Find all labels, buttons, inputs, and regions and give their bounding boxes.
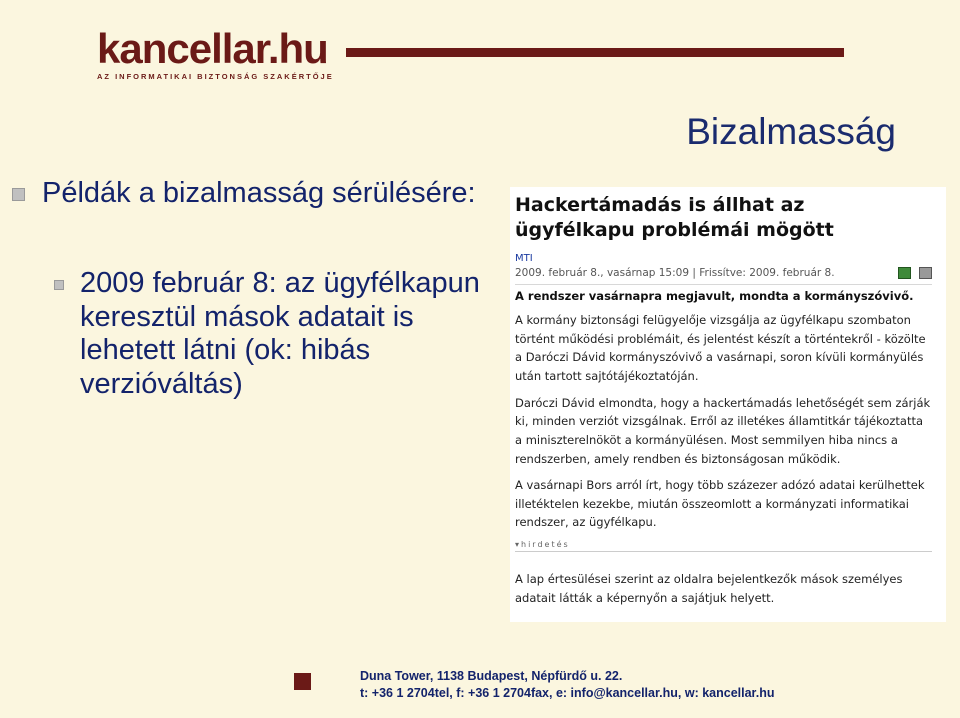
bullet-level1 — [12, 177, 482, 209]
article-headline-line2: ügyfélkapu problémái mögött — [515, 219, 834, 242]
article-lead: A rendszer vasárnapra megjavult, mondta a kormányszóvivő. — [515, 289, 914, 304]
divider — [515, 284, 932, 285]
save-icon[interactable] — [898, 267, 911, 279]
article-dateline — [515, 267, 932, 279]
print-icon[interactable] — [919, 267, 932, 279]
article-closing: A lap értesülései szerint az oldalra bejelentkezők mások személyes adatait látták a képernyőn a sajátjuk helyett. — [515, 572, 903, 605]
logo-text: kancellar.hu — [97, 25, 328, 72]
slide-title: Bizalmasság — [686, 111, 896, 152]
bullet-level2 — [54, 267, 514, 402]
bullet-square-icon — [54, 280, 64, 290]
header-bar — [346, 48, 844, 57]
bullet-level1-text: Példák a bizalmasság sérülésére: — [42, 177, 476, 209]
logo — [97, 25, 334, 81]
article-dateline-text: 2009. február 8., vasárnap 15:09 | Frissítve: 2009. február 8. — [515, 267, 835, 280]
article-headline — [515, 193, 932, 243]
article-paragraph: A vasárnapi Bors arról írt, hogy több százezer adózó adatai kerülhettek illetéktelen kezekbe, miután összeomlott a kormányzati informatikai rendszer, az ügyfélkapu. — [515, 478, 925, 530]
footer-square-icon — [294, 673, 311, 690]
logo-tagline: AZ INFORMATIKAI BIZTONSÁG SZAKÉRTŐJE — [97, 72, 334, 81]
bullet-level2-text: 2009 február 8: az ügyfélkapun keresztül mások adatait is lehetett látni (ok: hibás verzióváltás) — [80, 267, 480, 400]
footer — [360, 668, 774, 702]
footer-contact: t: +36 1 2704tel, f: +36 1 2704fax, e: info@kancellar.hu, w: kancellar.hu — [360, 685, 775, 700]
article-tools — [898, 267, 932, 279]
article-screenshot — [510, 187, 946, 622]
ad-label: ▾hirdetés — [515, 540, 932, 552]
article-paragraph: Daróczi Dávid elmondta, hogy a hackertámadás lehetőségét sem zárják ki, minden verziót vizsgálnak. Erről az illetékes államtitkár tájékoztatta a miniszterelnököt a kormányülésen. Most semmilyen hiba nincs a rendszerben, amely rendben és biztonságosan működik. — [515, 395, 931, 466]
article-paragraph: A kormány biztonsági felügyelője vizsgálja az ügyfélkapu szombaton történt működési problémáit, és jelentést készít a történtekről - közölte a Daróczi Dávid kormányszóvivő a vasárnapi, soron kívüli kormányülés után tartott sajtótájékoztatóján. — [515, 313, 926, 384]
article-headline-line1: Hackertámadás is állhat az — [515, 194, 805, 216]
bullet-square-icon — [12, 188, 25, 201]
footer-address: Duna Tower, 1138 Budapest, Népfürdő u. 22. — [360, 669, 623, 683]
article-source[interactable]: MTI — [515, 253, 533, 265]
